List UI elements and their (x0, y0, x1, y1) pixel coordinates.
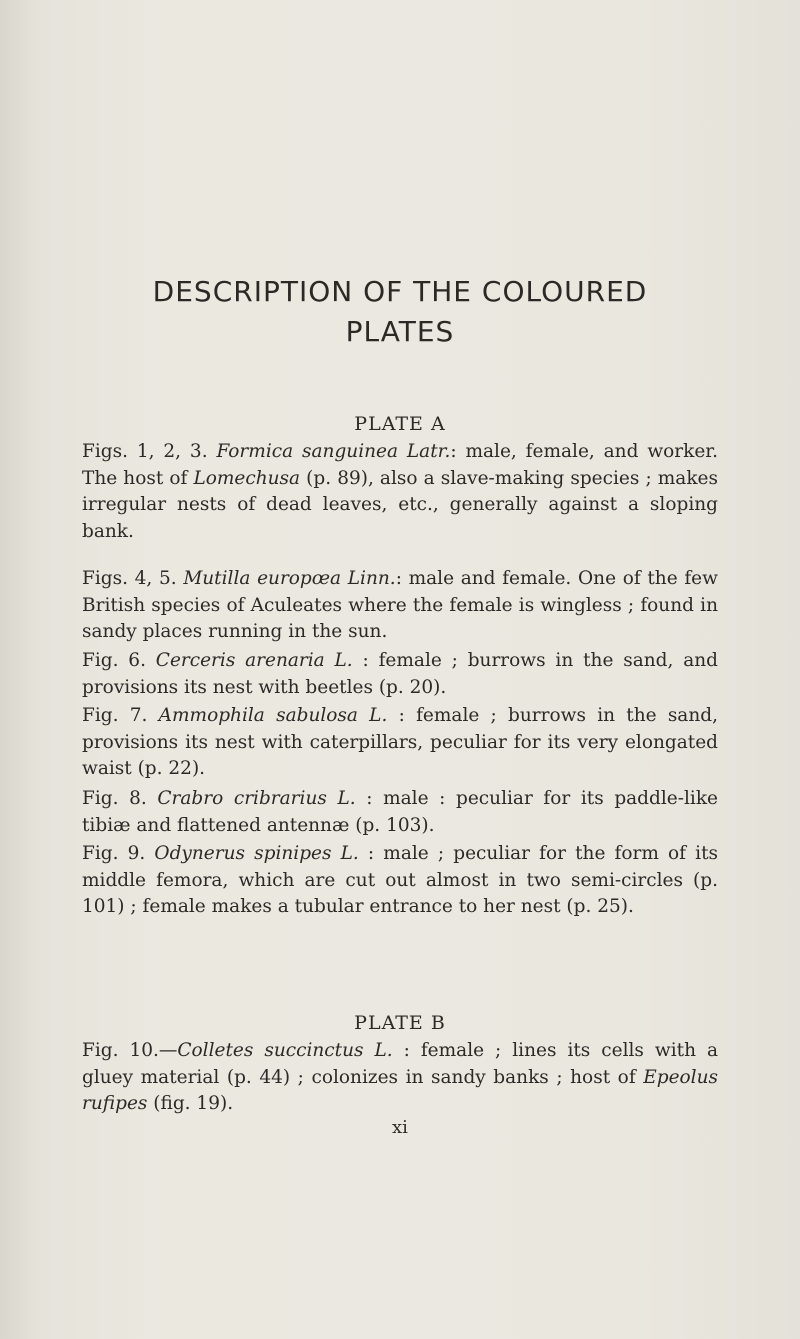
species-name: Mutilla europœa Linn. (183, 568, 396, 589)
entry-text: : male : peculiar for its paddle-like tibiæ and flattened antennæ (p. 103). (82, 788, 718, 836)
page-title-line-2: PLATES (345, 315, 455, 348)
entry-fig-9 (82, 841, 718, 921)
species-name: Cerceris arenaria L. (155, 650, 353, 671)
entry-text: : female ; burrows in the sand, and provisions its nest with beetles (p. 20). (82, 650, 718, 698)
entry-label: Fig. 7. (82, 705, 148, 726)
species-name: Ammophila sabulosa L. (158, 705, 388, 726)
entry-figs-1-2-3 (82, 439, 718, 545)
entry-label: Fig. 10.— (82, 1040, 178, 1061)
entry-text: : female ; burrows in the sand, provisions its nest with caterpillars, peculiar for its very elongated waist (p. 22). (82, 705, 718, 779)
entry-label: Fig. 6. (82, 650, 146, 671)
entry-label: Figs. 1, 2, 3. (82, 441, 208, 462)
entry-fig-8 (82, 786, 718, 839)
entry-fig-7 (82, 703, 718, 783)
entry-text: : female ; lines its cells with a gluey material (p. 44) ; colonizes in sandy banks ; host of (82, 1040, 719, 1088)
species-name: Colletes succinctus L. (177, 1040, 393, 1061)
entry-fig-6 (82, 648, 718, 701)
species-name: Epeolus rufipes (82, 1066, 718, 1114)
entry-text: : male and female. One of the few British species of Aculeates where the female is wingless ; found in sandy places running in the sun. (82, 568, 718, 642)
entry-text: : male ; peculiar for the form of its middle femora, which are cut out almost in two semi-circles (p. 101) ; female makes a tubular entrance to her nest (p. 25). (82, 843, 718, 917)
species-name: Formica sanguinea Latr. (216, 441, 451, 462)
species-name: Odynerus spinipes L. (154, 843, 359, 864)
entry-label: Fig. 9. (82, 843, 146, 864)
entry-text: (p. 89), also a slave-making species ; makes irregular nests of dead leaves, etc., generally against a sloping bank. (82, 467, 718, 542)
species-name: Crabro cribrarius L. (157, 788, 356, 809)
species-name: Lomechusa (193, 467, 301, 489)
entry-figs-4-5 (82, 566, 718, 646)
page-title-line-1: DESCRIPTION OF THE COLOURED (152, 275, 648, 308)
entry-fig-10 (82, 1038, 718, 1118)
entry-label: Fig. 8. (82, 788, 147, 809)
page-number: xi (392, 1117, 408, 1138)
plate-a-heading: PLATE A (354, 413, 446, 435)
plate-b-heading: PLATE B (354, 1012, 446, 1034)
entry-text: (fig. 19). (147, 1093, 234, 1114)
entry-text: : male, female, and worker. The host of (82, 441, 718, 489)
entry-label: Figs. 4, 5. (82, 568, 177, 589)
